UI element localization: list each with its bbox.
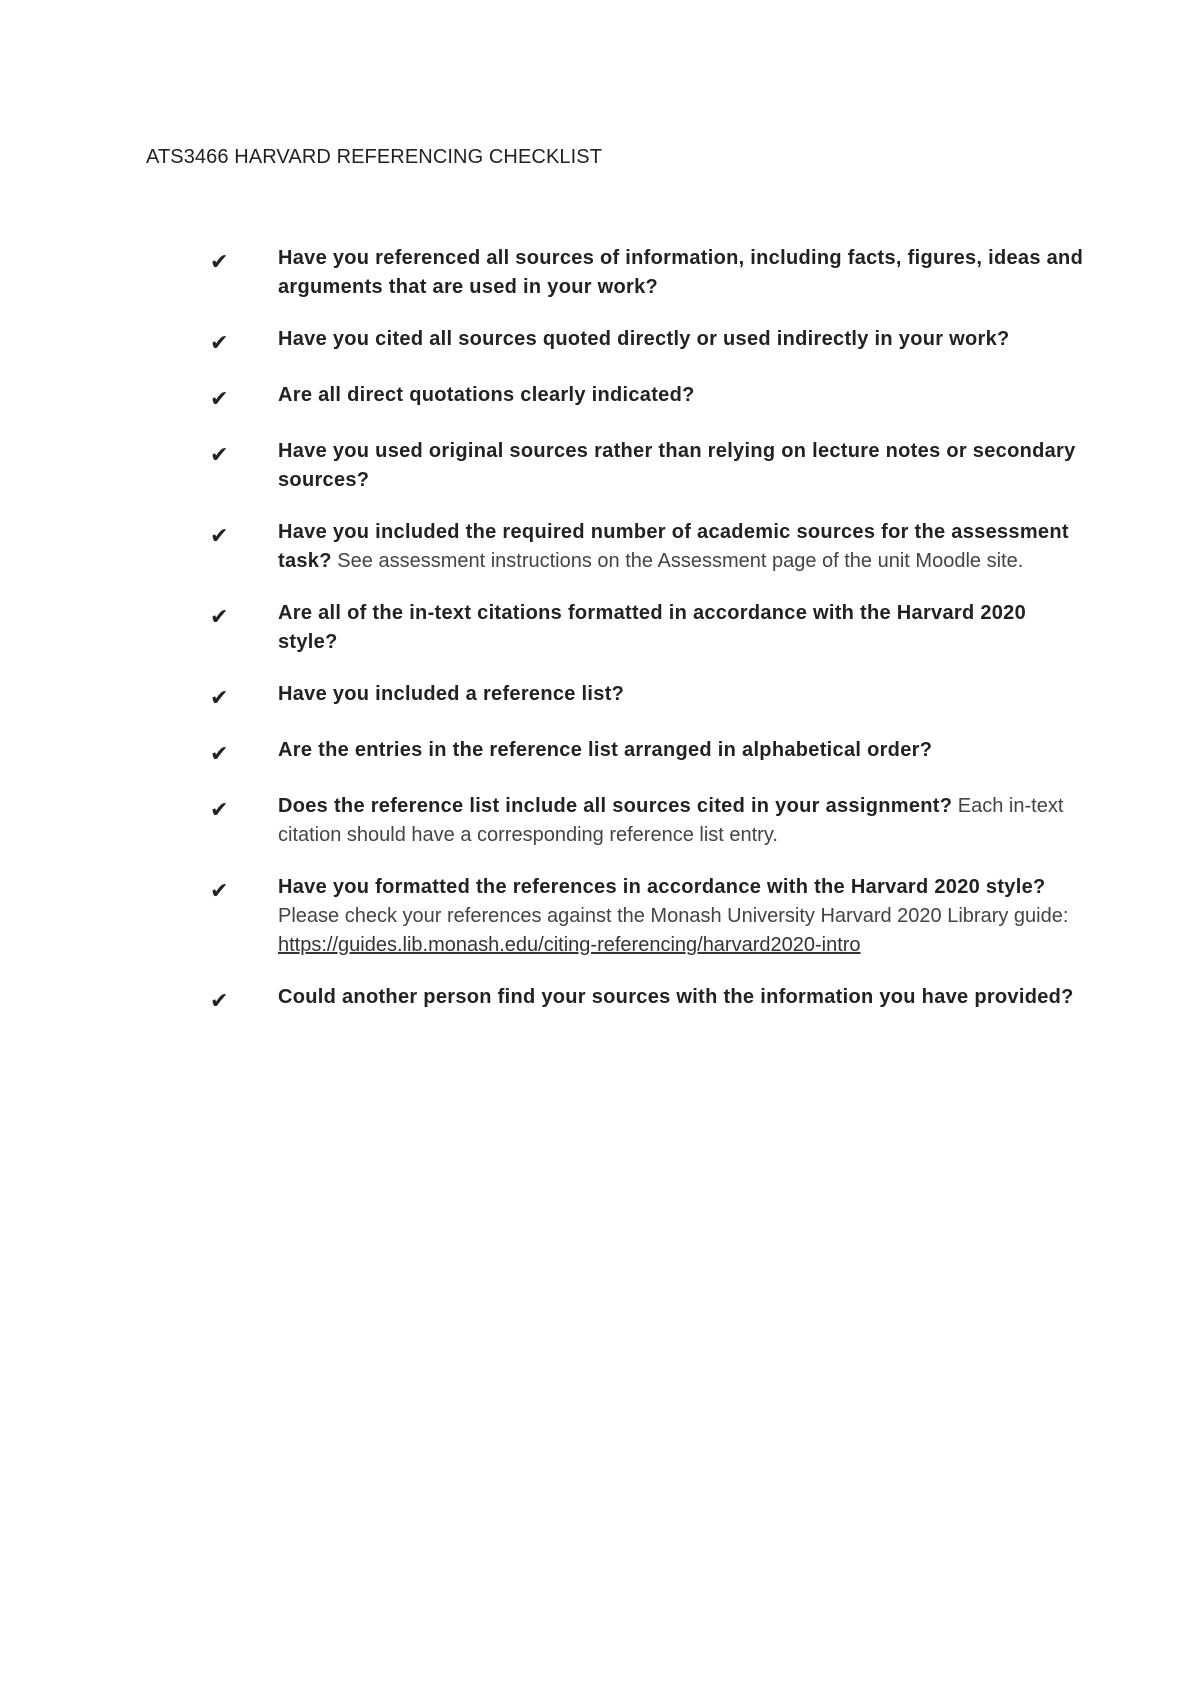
check-icon: ✔ xyxy=(210,798,229,823)
page-title: ATS3466 HARVARD REFERENCING CHECKLIST xyxy=(146,146,603,168)
checklist-question: Have you included the required number of academic sources for the assessment task? xyxy=(278,521,1069,572)
checklist-item xyxy=(210,983,1090,1016)
checklist-item xyxy=(210,518,1090,576)
checklist-question: Have you cited all sources quoted directly or used indirectly in your work? xyxy=(278,328,1010,350)
checklist-item xyxy=(210,244,1090,302)
checklist-item xyxy=(210,680,1090,713)
checklist-question: Could another person find your sources with the information you have provided? xyxy=(278,986,1074,1008)
checklist-question: Have you formatted the references in accordance with the Harvard 2020 style? xyxy=(278,876,1046,898)
check-icon: ✔ xyxy=(210,331,229,356)
checklist-question: Are all of the in-text citations formatted in accordance with the Harvard 2020 style? xyxy=(278,602,1027,653)
checklist-item-text xyxy=(278,736,1090,765)
checklist-item xyxy=(210,599,1090,657)
checklist-item xyxy=(210,873,1090,960)
library-guide-link[interactable]: https://guides.lib.monash.edu/citing-referencing/harvard2020-intro xyxy=(278,934,861,956)
check-icon: ✔ xyxy=(210,989,229,1014)
checklist-item xyxy=(210,325,1090,358)
check-icon: ✔ xyxy=(210,250,229,275)
check-icon: ✔ xyxy=(210,387,229,412)
checklist-item-text xyxy=(278,599,1090,657)
check-icon: ✔ xyxy=(210,524,229,549)
checklist-note: Please check your references against the Monash University Harvard 2020 Library guide: xyxy=(278,905,1069,927)
checklist-question: Does the reference list include all sources cited in your assignment? xyxy=(278,795,953,817)
checklist-item-text xyxy=(278,518,1090,576)
checklist-item-text xyxy=(278,873,1090,960)
checklist-item xyxy=(210,381,1090,414)
checklist-item-text xyxy=(278,325,1090,354)
checklist-question: Are all direct quotations clearly indicated? xyxy=(278,384,695,406)
checklist-item-text xyxy=(278,983,1090,1012)
checklist-item xyxy=(210,792,1090,850)
checklist-item-text xyxy=(278,680,1090,709)
checklist-item xyxy=(210,437,1090,495)
check-icon: ✔ xyxy=(210,686,229,711)
check-icon: ✔ xyxy=(210,879,229,904)
check-icon: ✔ xyxy=(210,742,229,767)
checklist-question: Have you included a reference list? xyxy=(278,683,625,705)
checklist-item-text xyxy=(278,437,1090,495)
check-icon: ✔ xyxy=(210,443,229,468)
checklist-item-text xyxy=(278,381,1090,410)
checklist-note: See assessment instructions on the Assessment page of the unit Moodle site. xyxy=(331,550,1024,572)
check-icon: ✔ xyxy=(210,605,229,630)
checklist-question: Have you referenced all sources of information, including facts, figures, ideas and arguments that are used in your work? xyxy=(278,247,1084,298)
referencing-checklist xyxy=(210,244,1090,1039)
checklist-question: Are the entries in the reference list arranged in alphabetical order? xyxy=(278,739,933,761)
checklist-item-text xyxy=(278,792,1090,850)
checklist-note: Each in-text citation should have a corresponding reference list entry. xyxy=(278,795,1064,846)
checklist-question: Have you used original sources rather than relying on lecture notes or secondary sources? xyxy=(278,440,1076,491)
checklist-item xyxy=(210,736,1090,769)
checklist-item-text xyxy=(278,244,1090,302)
